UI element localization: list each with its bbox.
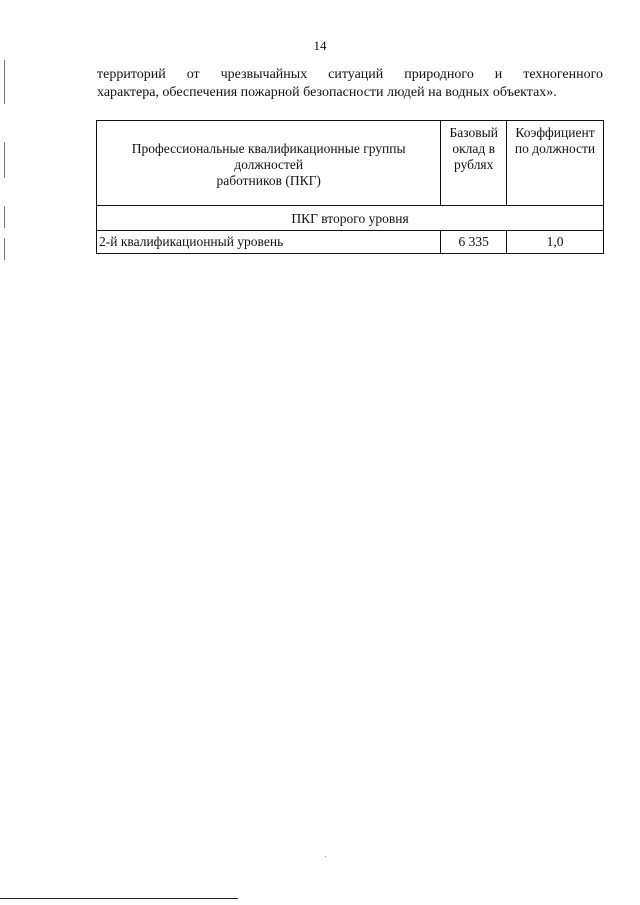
header-salary-line-3: рублях bbox=[454, 157, 494, 172]
header-group-line-3: работников (ПКГ) bbox=[216, 173, 321, 188]
header-coef-line-1: Коэффициент bbox=[515, 125, 595, 140]
page-number: 14 bbox=[313, 38, 327, 53]
salary-table bbox=[96, 120, 604, 254]
header-qualification-groups bbox=[97, 121, 441, 206]
header-group-line-2: должностей bbox=[234, 157, 304, 172]
header-salary-line-2: оклад в bbox=[452, 141, 496, 156]
base-salary-value: 6 335 bbox=[441, 231, 507, 254]
footnote-separator-line bbox=[0, 898, 238, 899]
header-coefficient bbox=[507, 121, 604, 206]
table-row bbox=[97, 231, 604, 254]
table-header-row bbox=[97, 121, 604, 206]
header-group-line-1: Профессиональные квалификационные группы bbox=[131, 141, 406, 156]
intro-paragraph bbox=[97, 66, 603, 102]
coefficient-value: 1,0 bbox=[507, 231, 604, 254]
intro-line-1: территорий от чрезвычайных ситуаций природного и техногенного bbox=[97, 67, 603, 82]
level-heading-row bbox=[97, 206, 604, 231]
level-heading: ПКГ второго уровня bbox=[97, 206, 604, 231]
header-base-salary bbox=[441, 121, 507, 206]
scan-speck bbox=[325, 856, 326, 857]
header-coef-line-2: по должности bbox=[514, 141, 596, 156]
scan-margin-marks bbox=[4, 60, 6, 260]
qualification-level: 2-й квалификационный уровень bbox=[97, 231, 441, 254]
header-salary-line-1: Базовый bbox=[449, 125, 498, 140]
intro-line-2: характера, обеспечения пожарной безопасности людей на водных объектах». bbox=[97, 85, 557, 100]
